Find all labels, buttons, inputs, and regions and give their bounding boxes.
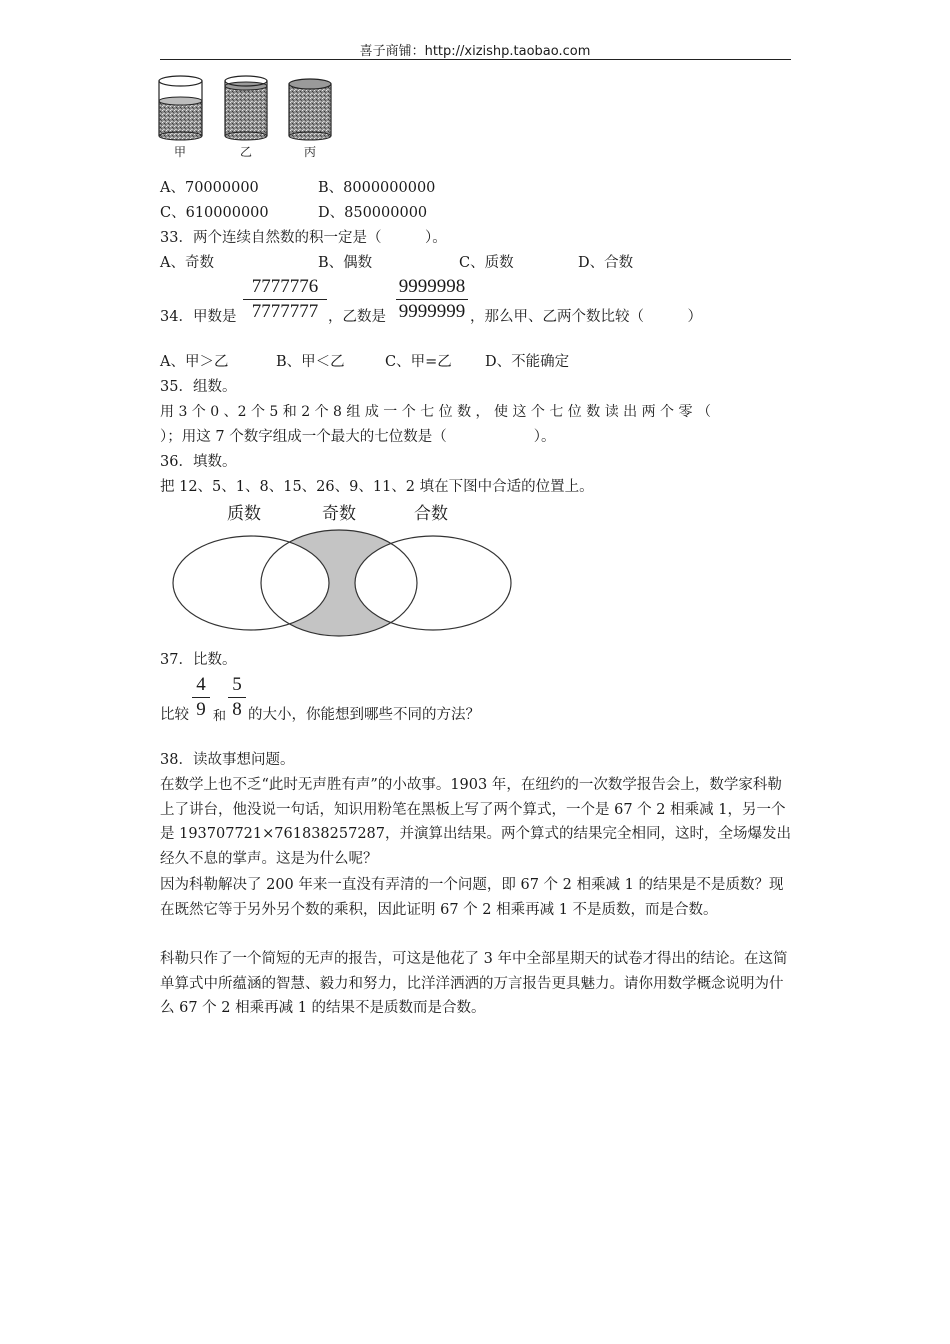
q32-option-b: B、8000000000: [318, 180, 436, 196]
q37-suffix: 的大小，你能想到哪些不同的方法？: [248, 707, 480, 723]
q35-line-2: ）；用这 7 个数字组成一个最大的七位数是（ ）。: [160, 429, 556, 445]
q34-fraction-yi-denominator: 9999999: [398, 301, 466, 322]
q38-paragraph-2: 因为科勒解决了 200 年来一直没有弄清的一个问题，即 67 个 2 相乘减 1 的结果是不是质数？现在既然它等于另外另个数的乘积，因此证明 67 个 2 相乘再减 1 不是质数，而是合数。: [160, 877, 784, 918]
q37-fraction-b-numerator: 5: [232, 674, 242, 695]
q34-option-d: D、不能确定: [485, 354, 570, 370]
cylinder-yi: [225, 76, 267, 140]
q38-paragraph-1: 在数学上也不乏“此时无声胜有声”的小故事。1903 年，在纽约的一次数学报告会上，数学家科勒上了讲台，他没说一句话，知识用粉笔在黑板上写了两个算式，一个是 67 个 2 相乘减 1，另一个是 193707721×761838257287，并演算出结果。两个算式的结果完全相同，这时，全场爆发出经久不息的掌声。这是为什么呢？: [160, 777, 791, 867]
q37-fraction-a-bar: [192, 697, 210, 698]
q37-fraction-b-denominator: 8: [232, 699, 242, 720]
q32-option-a: A、70000000: [160, 180, 259, 196]
q33-option-d: D、合数: [578, 255, 634, 271]
q33-question: 33．两个连续自然数的积一定是（ ）。: [160, 230, 447, 246]
q34-option-c: C、甲=乙: [385, 354, 452, 370]
venn-label-odd: 奇数: [322, 504, 356, 524]
q33-option-a: A、奇数: [160, 255, 214, 271]
q34-fraction-yi: [396, 276, 468, 323]
q34-mid: ，乙数是: [328, 309, 386, 325]
cylinder-bing: [289, 79, 331, 140]
header-divider: [160, 59, 791, 60]
q32-option-d: D、850000000: [318, 205, 428, 221]
venn-shaded-region: [165, 525, 520, 640]
q34-fraction-jia-denominator: 7777777: [251, 301, 319, 322]
q32-option-c: C、610000000: [160, 205, 269, 221]
q38-title: 38．读故事想问题。: [160, 752, 295, 768]
q34-fraction-yi-bar: [396, 299, 468, 300]
q34-option-b: B、甲＜乙: [276, 354, 345, 370]
venn-diagram: [165, 525, 520, 640]
q37-fraction-a: [192, 674, 210, 721]
q36-title: 36．填数。: [160, 454, 237, 470]
q36-instruction: 把 12、5、1、8、15、26、9、11、2 填在下图中合适的位置上。: [160, 479, 594, 495]
cylinder-label-jia: 甲: [174, 145, 187, 159]
q34-fraction-jia-bar: [243, 299, 327, 300]
q34-suffix: ，那么甲、乙两个数比较（ ）: [470, 309, 702, 325]
cylinder-jia: [159, 76, 202, 140]
q37-mid: 和: [213, 709, 227, 724]
cylinder-label-yi: 乙: [240, 145, 253, 159]
cylinder-label-bing: 丙: [304, 145, 317, 159]
q34-option-a: A、甲＞乙: [160, 354, 229, 370]
q34-fraction-jia-numerator: 7777776: [251, 276, 319, 297]
q35-line-1: 用 3 个 0 、2 个 5 和 2 个 8 组 成 一 个 七 位 数 ， 使 这 个 七 位 数 读 出 两 个 零 （: [160, 404, 711, 420]
q37-prefix: 比较: [160, 707, 189, 723]
q34-prefix: 34．甲数是: [160, 309, 237, 325]
q37-title: 37．比数。: [160, 652, 237, 668]
q37-fraction-b-bar: [228, 697, 246, 698]
q34-fraction-jia: [243, 276, 327, 323]
q33-option-b: B、偶数: [318, 255, 373, 271]
q37-fraction-a-numerator: 4: [196, 674, 206, 695]
venn-label-prime: 质数: [227, 504, 261, 524]
q38-paragraph-3: 科勒只作了一个简短的无声的报告，可这是他花了 3 年中全部星期天的试卷才得出的结论。在这简单算式中所蕴涵的智慧、毅力和努力，比洋洋洒洒的万言报告更具魅力。请你用数学概念说明为什么 67 个 2 相乘再减 1 的结果不是质数而是合数。: [160, 951, 788, 1016]
q37-fraction-b: [228, 674, 246, 721]
q37-fraction-a-denominator: 9: [196, 699, 206, 720]
page-header: 喜子商铺：http://xizishp.taobao.com: [359, 44, 591, 59]
q33-option-c: C、质数: [459, 255, 514, 271]
q34-fraction-yi-numerator: 9999998: [398, 276, 466, 297]
venn-label-composite: 合数: [414, 504, 448, 524]
q35-title: 35．组数。: [160, 379, 237, 395]
